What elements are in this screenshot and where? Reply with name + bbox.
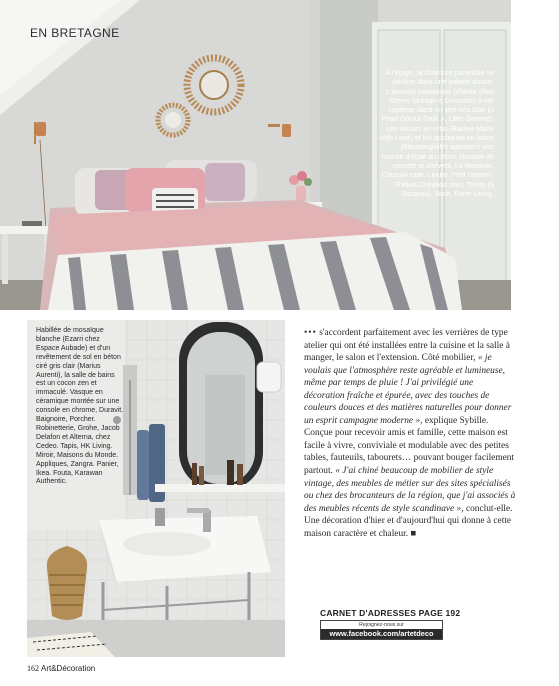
bathroom-caption: Habillée de mosaïque blanche (Ezarri chez Espace Aubade) et d'un revêtement de sol en béton ciré gris clair (Marius Aurenti), la salle de bains est un cocon zen et immaculé. Vasque en céramique montée sur une console en chrome, Duravit. Baignoire, Porcher. Robinetterie, Grohe, Jacob Delafon et Alterna, chez Cedeo. Tapis, HK Living. Miroir, Maisons du Monde. Appliques, Zangra. Panier, Ikea. Fouta, Karawan Authentic. <box>36 327 124 486</box>
page-footer <box>27 664 95 673</box>
magazine-name: Art&Décoration <box>41 664 96 673</box>
facebook-link[interactable]: www.facebook.com/artetdeco <box>321 629 442 639</box>
article-paragraph-1: s'accordent parfaitement avec les verrières de type atelier qui ont été installées entre la cuisine et la salle à manger, le salon et l'extension. Côté mobilier, <box>304 328 510 364</box>
bedroom-photo <box>0 0 511 310</box>
bedroom-caption: À l'étage, la chambre parentale se décline dans une palette douce. L'armoire parisienne (chinée chez Green Vintage à Grenoble) a été repeinte dans un vert très clair (« Pearl Colour Dark », Little Greene). Les miroirs en rotin (Bakker Made with Love) et les appliques en laiton (Bloomingville) apportent une touche d'éclat au décor. Housse de couette et chevets, La Redoute. Coussin rose, Linum. Petit coussin, Shifumi Création chez Trinity (à Sarzeau). Vase, Ferm Living. <box>380 68 494 198</box>
facebook-promo[interactable] <box>320 620 443 640</box>
page-number: 162 <box>27 664 39 673</box>
bathroom-photo <box>27 320 285 657</box>
article-body <box>304 327 516 540</box>
article-paragraph-2: , explique Sybille. Conçue pour recevoir amis et famille, cette maison est facile à vivre, conviviale et modulable avec des petites tables, fauteuils, tabourets… pouvant bouger facilement partout. <box>304 415 515 477</box>
lead-dots: ••• <box>304 328 317 338</box>
section-label: EN BRETAGNE <box>30 26 120 40</box>
article-quote-2: « J'ai chiné beaucoup de mobilier de style vintage, des meubles de métier sur des sites spécialisés ou chez des brocanteurs de la région, que j'ai associés à des meubles récents de style scandinave » <box>304 466 516 514</box>
address-book-reference: CARNET D'ADRESSES PAGE 192 <box>320 608 461 618</box>
article-quote-1: « je voulais que l'atmosphère reste agréable et lumineuse, même par temps de pluie ! J'ai privilégié une décoration fraîche et épurée, avec des touches de couleurs douces et des matières naturelles pour donner un esprit campagne moderne » <box>304 353 512 426</box>
article-paragraph-3: , conclut-elle. Une décoration d'hier et d'aujourd'hui qui donne à cette maison caractère et chaleur. ■ <box>304 503 513 539</box>
facebook-promo-label: Rejoignez-nous sur <box>359 622 404 628</box>
